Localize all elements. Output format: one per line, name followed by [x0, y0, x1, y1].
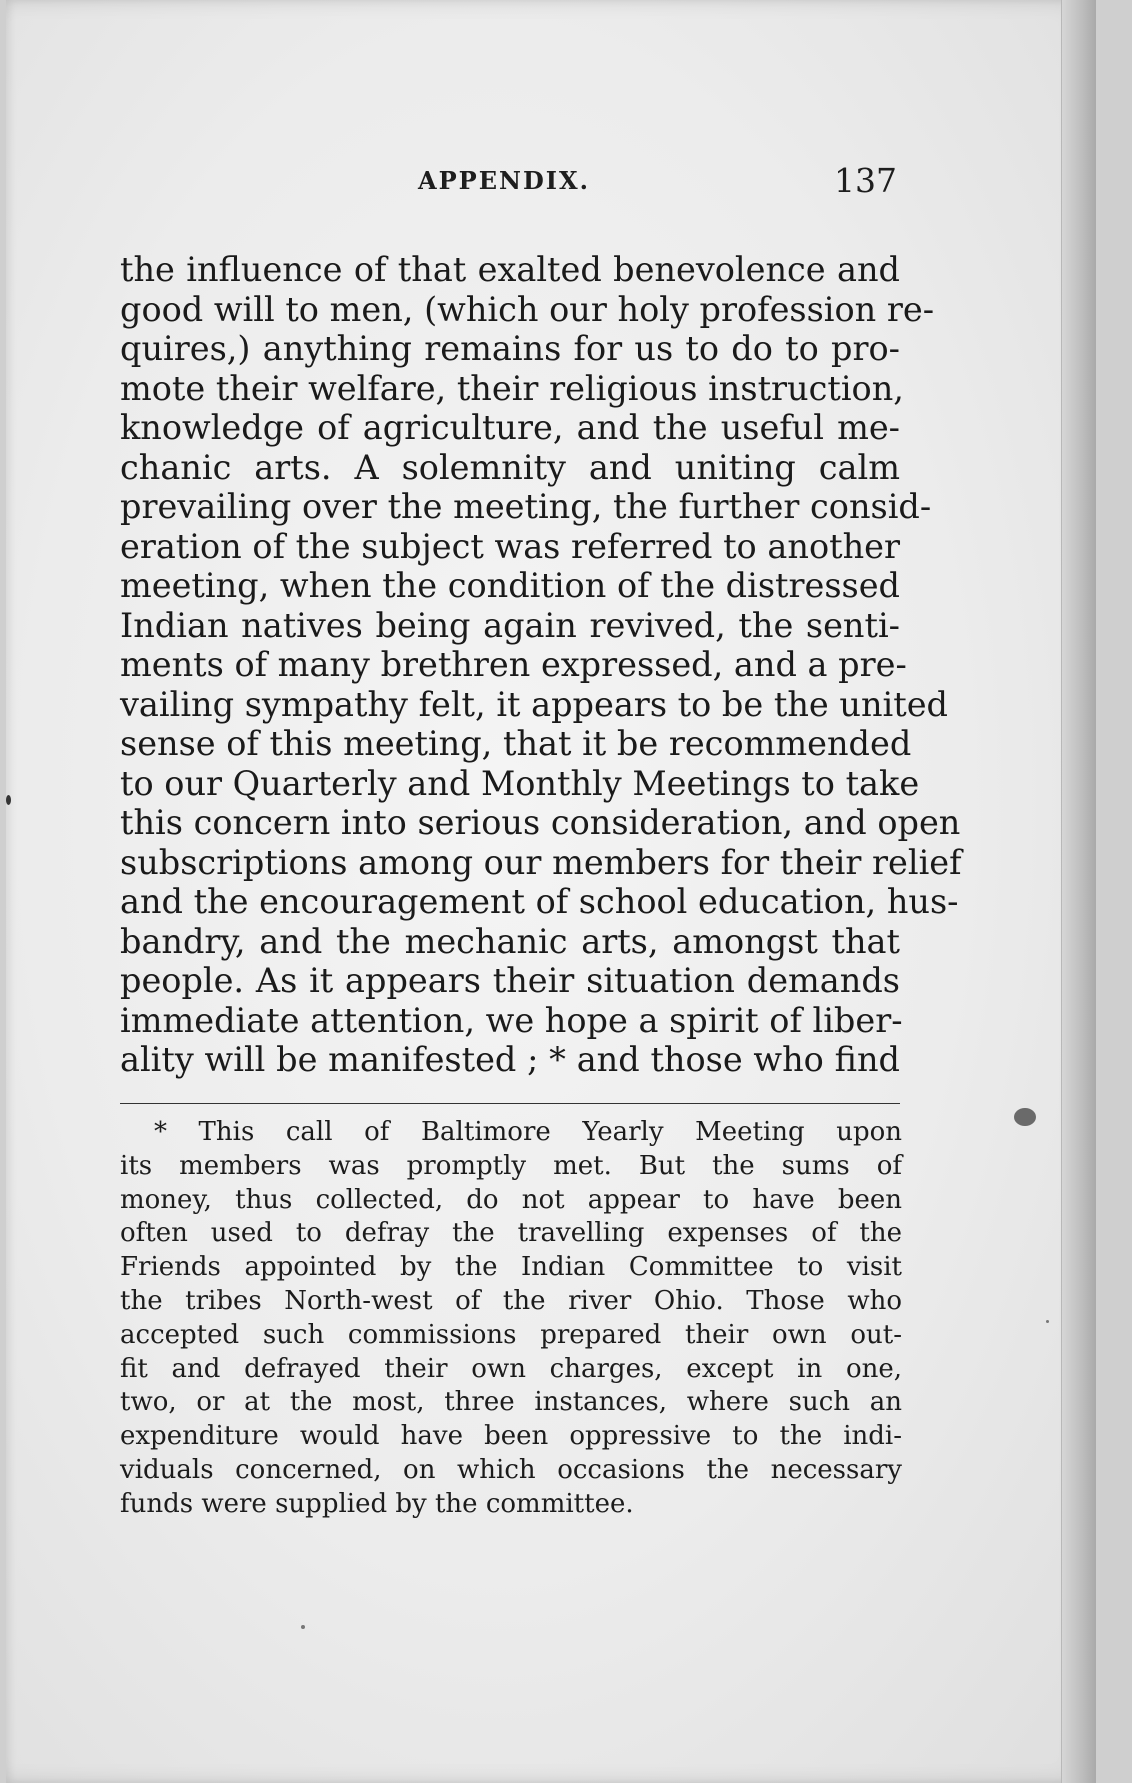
footnote-line: the tribes North-west of the river Ohio. Those who	[120, 1285, 902, 1316]
footnote-rule	[120, 1103, 900, 1104]
footnote-line: fit and defrayed their own charges, except in one,	[120, 1353, 902, 1384]
body-line: bandry, and the mechanic arts, amongst that	[120, 921, 900, 961]
footnote	[120, 1116, 902, 1522]
footnote-line: accepted such commissions prepared their own out-	[120, 1319, 902, 1350]
body-line: prevailing over the meeting, the further consid-	[120, 487, 932, 526]
body-line: meeting, when the condition of the distressed	[120, 566, 900, 605]
body-text	[120, 250, 962, 1080]
body-line: good will to men, (which our holy profession re-	[120, 289, 935, 329]
footnote-line: viduals concerned, on which occasions the necessary	[120, 1454, 902, 1485]
body-line: quires,) anything remains for us to do to pro-	[120, 329, 900, 368]
body-line: immediate attention, we hope a spirit of liber-	[120, 1000, 903, 1040]
body-line: mote their welfare, their religious instruction,	[120, 368, 904, 408]
footnote-line: funds were supplied by the committee.	[120, 1488, 634, 1519]
ink-speck	[1046, 1320, 1049, 1323]
body-line: chanic arts. A solemnity and uniting calm	[120, 447, 900, 487]
body-line: subscriptions among our members for their relief	[120, 842, 962, 882]
ink-speck	[301, 1625, 305, 1629]
page-edge	[1061, 0, 1096, 1783]
running-head: APPENDIX.	[418, 166, 590, 195]
footnote-line: money, thus collected, do not appear to have been	[120, 1184, 902, 1215]
body-line: and the encouragement of school education, hus-	[120, 882, 959, 921]
body-line: the influence of that exalted benevolence and	[120, 250, 900, 289]
footnote-line: often used to defray the travelling expenses of the	[120, 1218, 902, 1249]
footnote-line: * This call of Baltimore Yearly Meeting upon	[154, 1117, 902, 1147]
body-line: vailing sympathy felt, it appears to be the united	[120, 684, 948, 724]
body-line: ality will be manifested ; * and those who find	[120, 1040, 900, 1079]
body-line: this concern into serious consideration, and open	[120, 803, 961, 842]
footnote-line: its members was promptly met. But the sums of	[120, 1150, 902, 1181]
footnote-line: expenditure would have been oppressive to the indi-	[120, 1421, 902, 1452]
footnote-line: Friends appointed by the Indian Committee to visit	[120, 1252, 902, 1283]
body-line: to our Quarterly and Monthly Meetings to take	[120, 763, 920, 803]
page-number: 137	[834, 161, 897, 200]
body-line: people. As it appears their situation demands	[120, 961, 900, 1000]
body-line: knowledge of agriculture, and the useful me-	[120, 408, 900, 447]
ink-blot	[1014, 1108, 1036, 1126]
body-line: eration of the subject was referred to another	[120, 526, 900, 566]
footnote-line: two, or at the most, three instances, where such an	[120, 1387, 902, 1418]
book-page	[6, 0, 1096, 1783]
ink-speck	[6, 795, 11, 805]
body-line: ments of many brethren expressed, and a pre-	[120, 645, 907, 684]
body-line: Indian natives being again revived, the senti-	[120, 605, 900, 645]
body-line: sense of this meeting, that it be recommended	[120, 724, 912, 763]
